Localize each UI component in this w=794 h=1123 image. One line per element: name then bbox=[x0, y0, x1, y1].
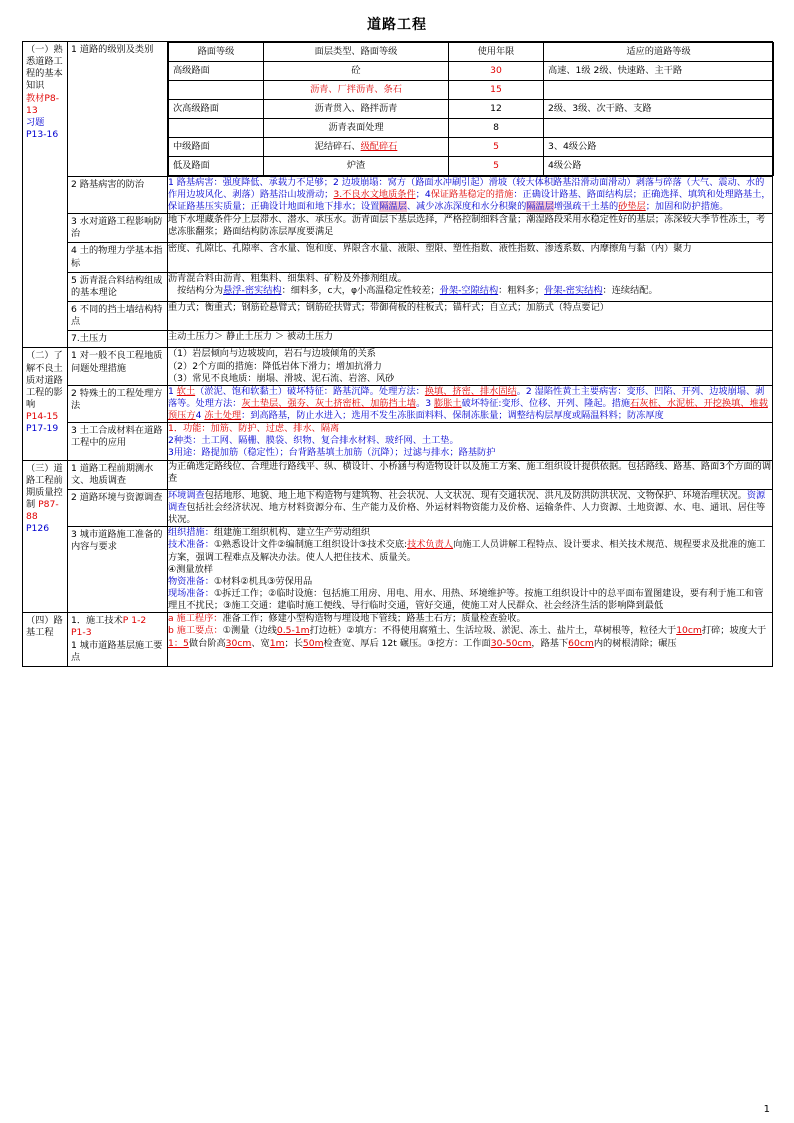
value-step-width: 1m bbox=[269, 637, 285, 649]
table-row bbox=[169, 118, 774, 137]
text-kp-1: ①测量（边线 bbox=[222, 625, 277, 637]
text-line-2: 按结构分为悬浮-密实结构：细料多，c大，φ小高温稳定性较差；骨架-空隙结构：粗料多；骨架-密实结构：连续结配。 bbox=[168, 284, 658, 296]
cell-type: 沥青贯入、路拌沥青 bbox=[264, 99, 449, 118]
row-title: 3 土工合成材料在道路工程中的应用 bbox=[68, 423, 168, 460]
cell-years: 12 bbox=[449, 99, 544, 118]
table-row bbox=[169, 80, 774, 99]
cell-years: 5 bbox=[449, 137, 544, 156]
text-kp-7: 检查宽、厚后 12t 碾压。③挖方：工作面 bbox=[323, 637, 491, 649]
row-title: 3 水对道路工程影响防治 bbox=[68, 214, 168, 243]
table-row bbox=[23, 385, 773, 422]
row-title: 7.土压力 bbox=[68, 331, 168, 348]
cell-grade bbox=[169, 80, 264, 99]
cell-grade: 次高级路面 bbox=[169, 99, 264, 118]
row-ref-2: P1-3 bbox=[71, 627, 92, 639]
method-3: 石灰桩、水泥桩、开挖换填、堆载预压方 bbox=[168, 397, 768, 422]
text-2: ；4 bbox=[415, 188, 431, 200]
value-size: 10cm bbox=[676, 625, 702, 637]
label-tech: 技术准备： bbox=[168, 539, 214, 551]
text-line-2: （2）2个方面的措施：降低岩体下滑力；增加抗滑力 bbox=[168, 360, 382, 372]
table-row bbox=[169, 137, 774, 156]
text-tech-b: 向施工人员讲解工程特点、设计要求、相关技术规范、规程要求及批准的施工方案，强调工程难点及解决办法。使人人把住技术、质量关。 bbox=[168, 539, 766, 563]
cell-grade: 中级路面 bbox=[169, 137, 264, 156]
section-label: （三）道路工程前期质量控制 P87-88 bbox=[26, 462, 63, 523]
road-grade-table bbox=[168, 42, 774, 176]
text-4: 包括社会经济状况、地方材料资源分布、生产能力及价格、外运材料物资能力及价格、运输条件、人力资源、土地资源、水、电、通讯、居住等状况。 bbox=[168, 502, 766, 526]
cell-apply: 高速、1级 2级、快速路、主干路 bbox=[544, 61, 774, 80]
row-title: 6 不同的挡土墙结构特点 bbox=[68, 301, 168, 330]
text-1: 1 路基病害：强度降低、承载力不足够；2 边坡崩塌：窝方（路面水冲刷引起）滑坡（较大体积路基沿滑动面滑动）剥落与碎落（大气、震动、水的作用边坡风化、剥落）路基沿山坡滑动； bbox=[168, 176, 765, 200]
table-row bbox=[23, 527, 773, 613]
section-ref-2: 习题P13-16 bbox=[26, 116, 59, 140]
cell-years: 15 bbox=[449, 80, 544, 99]
method-1: 换填、挤密、排水固结 bbox=[424, 385, 517, 397]
row-title: 2 特殊土的工程处理方法 bbox=[68, 385, 168, 422]
section-label: （四）路基工程 bbox=[26, 615, 63, 639]
col-header-grade: 路面等级 bbox=[169, 43, 264, 62]
col-header-type: 面层类型、路面等级 bbox=[264, 43, 449, 62]
row-content: 为正确选定路线位、合理进行路线平、纵、横设计、小桥涵与构造物设计以及施工方案、施工组织设计提供依据。包括路线、路基、路面3个方面的调查 bbox=[168, 460, 773, 489]
section-label-cell bbox=[23, 42, 68, 348]
term-3: 骨架-密实结构 bbox=[544, 284, 603, 296]
value-edge-offset: 0.5-1m bbox=[276, 625, 310, 637]
text-kp-9: 内的树根清除；碾压 bbox=[593, 637, 677, 649]
text-6: 4 bbox=[195, 410, 205, 422]
text-line-1: 1．功能：加筋、防护、过虑、排水、隔离 bbox=[168, 423, 340, 435]
text-site: ①拆迁工作；②临时设施：包括施工用房、用电、用水、用热、环境维护等。按施工组织设计中的总平面布置图建设，要有利于施工和管理且不扰民；③施工交通：建临时施工便线、导行临时交通，管好交通，使施工对人民群众、社会经济生活的影响降到最低 bbox=[168, 588, 764, 612]
section-ref-1: P87-88 bbox=[26, 499, 59, 523]
row-ref-1: P 1-2 bbox=[122, 615, 147, 627]
section-label: （一）熟悉道路工程的基本知识 bbox=[26, 44, 63, 92]
section-ref-2: P126 bbox=[26, 523, 50, 535]
row-title: 3 城市道路施工准备的内容与要求 bbox=[68, 527, 168, 613]
table-row bbox=[23, 214, 773, 243]
text-tech-a: ①熟悉设计文件②编制施工组织设计③技术交底: bbox=[213, 539, 408, 551]
text-line-1: 沥青混合料由沥青、粗集料、细集料、矿粉及外掺剂组成。 bbox=[168, 272, 407, 284]
text-tech-highlight: 技术负责人 bbox=[407, 539, 454, 551]
row-title bbox=[68, 613, 168, 667]
value-slope: 1：5 bbox=[168, 637, 189, 649]
table-row bbox=[23, 613, 773, 667]
table-row bbox=[23, 176, 773, 213]
text-line-1 bbox=[168, 613, 772, 625]
cell-apply: 3、4级公路 bbox=[544, 137, 774, 156]
table-row bbox=[23, 348, 773, 385]
cell-grade: 低及路面 bbox=[169, 156, 264, 175]
text-material: ①材料②机具③劳保用品 bbox=[213, 575, 313, 587]
cell-years: 30 bbox=[449, 61, 544, 80]
cell-type: 炉渣 bbox=[264, 156, 449, 175]
text-6: ；加固和防护措施。 bbox=[645, 200, 729, 212]
text-3: 资源调查 bbox=[168, 489, 766, 514]
row-content: 地下水埋藏条件分上层滞水、潜水、承压水。沥青面层下基层选择，严格控制细料含量；潮湿路段采用水稳定性好的基层；冻深较大季节性冻土，考虑冻胀翻浆；路面结构防冻层厚度要满足 bbox=[168, 214, 773, 243]
table-row bbox=[23, 489, 773, 526]
text-3: 。2 湿陷性黄土主要病害：变形、凹陷、开列、边坡崩塌、剥落等。处理方法： bbox=[168, 385, 765, 409]
col-header-years: 使用年限 bbox=[449, 43, 544, 62]
table-row bbox=[23, 243, 773, 272]
table-header-row bbox=[169, 43, 774, 62]
row-content: 主动土压力＞ 静止土压力 ＞ 被动土压力 bbox=[168, 331, 773, 348]
term-softsoil: 软土 bbox=[176, 385, 196, 397]
row-content bbox=[168, 423, 773, 460]
cell-type-highlight: 级配碎石 bbox=[360, 140, 398, 152]
cell-years: 5 bbox=[449, 156, 544, 175]
label-site: 现场准备： bbox=[168, 588, 214, 600]
section-ref-2: P17-19 bbox=[26, 423, 59, 435]
label-org: 组织措施： bbox=[168, 527, 214, 539]
value-workface: 30-50cm bbox=[490, 637, 532, 649]
section-label: （二）了解不良土质对道路工程的影响 bbox=[26, 350, 63, 410]
section-label-cell bbox=[23, 348, 68, 460]
row-content: 密度、孔隙比、孔隙率、含水量、饱和度、界限含水量、液限、塑限、塑性指数、液性指数、渗透系数、内摩擦角与黏（内）聚力 bbox=[168, 243, 773, 272]
cell-grade bbox=[169, 118, 264, 137]
section-label-cell bbox=[23, 460, 68, 613]
value-step-height: 30cm bbox=[225, 637, 252, 649]
term-2: 骨架-空隙结构 bbox=[439, 284, 499, 296]
table-row bbox=[169, 156, 774, 175]
value-length: 50m bbox=[302, 637, 324, 649]
row-content bbox=[168, 385, 773, 422]
text-line-1 bbox=[168, 527, 772, 539]
text-line-5 bbox=[168, 588, 772, 612]
section-ref-1: P14-15 bbox=[26, 411, 59, 423]
table-row bbox=[23, 301, 773, 330]
cell-apply: 4级公路 bbox=[544, 156, 774, 175]
table-row bbox=[23, 423, 773, 460]
cell-type: 沥青表面处理 bbox=[264, 118, 449, 137]
cell-apply bbox=[544, 118, 774, 137]
section-ref-1: 教材P8-13 bbox=[26, 92, 60, 116]
text-line-3: 3用途：路提加筋（稳定性）；台背路基填土加筋（沉降）；过滤与排水；路基防护 bbox=[168, 447, 496, 459]
table-row bbox=[23, 272, 773, 301]
text-highlight-3: 隔温层 bbox=[379, 200, 407, 212]
row-title: 1 对一般不良工程地质问题处理措施 bbox=[68, 348, 168, 385]
row-title: 4 土的物理力学基本指标 bbox=[68, 243, 168, 272]
text-kp-3: 打碎；坡度大于 bbox=[701, 625, 767, 637]
text-1: 环境调查 bbox=[168, 489, 205, 501]
text-kp-4: 做台阶高 bbox=[188, 637, 226, 649]
text-line-1: （1）岩层倾向与边坡坡向，岩石与边坡倾角的关系 bbox=[168, 348, 376, 360]
col-header-apply: 适应的道路等级 bbox=[544, 43, 774, 62]
term-frozen: 冻土处理 bbox=[204, 410, 242, 422]
text-kp-5: 、宽 bbox=[251, 637, 270, 649]
text-line-2 bbox=[168, 625, 772, 649]
cell-apply: 2级、3级、次干路、支路 bbox=[544, 99, 774, 118]
label-procedure: a 施工程序： bbox=[168, 613, 223, 625]
text-line-4 bbox=[168, 576, 772, 588]
row-subtitle: 1 城市道路基层施工要点 bbox=[71, 639, 163, 663]
text-5: 破坏特征:变形、位移、开列、隆起。措施 bbox=[461, 397, 631, 409]
text-org: 组建施工组织机构、建立生产劳动组织 bbox=[213, 527, 371, 539]
page-number: 1 bbox=[763, 1104, 770, 1115]
table-row bbox=[23, 331, 773, 348]
row-content: 重力式；衡重式；钢筋砼悬臂式；钢筋砼扶臂式；带御荷板的柱板式；锚杆式；自立式；加筋式（特点要记） bbox=[168, 301, 773, 330]
page-title: 道路工程 bbox=[367, 17, 427, 33]
text-highlight-5: 砂垫层 bbox=[618, 200, 646, 212]
text-4: 、减少冰冻深度和水分积聚的 bbox=[406, 200, 527, 212]
text-kp-2: 打边桩）②填方：不得使用腐殖土、生活垃圾、淤泥、冻土、盐片土，草树根等，粒径大于 bbox=[309, 625, 677, 637]
row-content bbox=[168, 176, 773, 213]
text-highlight-2: 保证路基稳定的措施 bbox=[430, 188, 514, 200]
text-line-3: （3）常见不良地质：崩塌、滑坡、泥石流、岩溶、风砂 bbox=[168, 372, 395, 384]
row-content bbox=[168, 527, 773, 613]
row-title: 1 道路工程前期测水文、地质调查 bbox=[68, 460, 168, 489]
content-table bbox=[22, 41, 773, 667]
value-depth: 60cm bbox=[568, 637, 594, 649]
cell-grade: 高级路面 bbox=[169, 61, 264, 80]
label-material: 物资准备： bbox=[168, 575, 214, 587]
label-keypoints: b 施工要点： bbox=[168, 625, 223, 637]
table-row bbox=[23, 460, 773, 489]
row-content bbox=[168, 348, 773, 385]
table-row bbox=[23, 42, 773, 177]
row-title: 1 道路的级别及类别 bbox=[68, 42, 168, 177]
text-procedure: 准备工作；修建小型构造物与埋设地下管线；路基土石方；质量检查验收。 bbox=[222, 613, 526, 625]
text-line-2: 2种类：土工网、隔栅、膜袋、织物、复合排水材料、玻纤网、土工垫。 bbox=[168, 435, 459, 447]
cell-type: 泥结碎石、级配碎石 bbox=[264, 137, 449, 156]
text-highlight-1: 3.不良水文地质条件 bbox=[333, 188, 416, 200]
row-content bbox=[168, 613, 773, 667]
method-2: 灰土垫层、强夯、灰土挤密桩、加筋挡土墙 bbox=[241, 397, 417, 409]
row-title: 2 路基病害的防治 bbox=[68, 176, 168, 213]
term-1: 悬浮-密实结构 bbox=[223, 284, 282, 296]
section-label-cell bbox=[23, 613, 68, 667]
table-row bbox=[169, 99, 774, 118]
text-line-2 bbox=[168, 539, 772, 563]
text-line-3: ④测量放样 bbox=[168, 563, 213, 575]
row-title: 5 沥青混合料结构组成的基本理论 bbox=[68, 272, 168, 301]
row-content bbox=[168, 489, 773, 526]
table-row bbox=[169, 61, 774, 80]
cell-type: 沥青、厂拌沥青、条石 bbox=[264, 80, 449, 99]
row-title: 2 道路环境与资源调查 bbox=[68, 489, 168, 526]
text-3: ：正确设计路基、路面结构层；正确选择、填筑和处理路基土，保证路基压实质量；正确设计地面和地下排水；设置 bbox=[168, 188, 771, 212]
text-2: 包括地形、地貌、地上地下构造物与建筑物、社会状况、人文状况、现有交通状况、洪凡及防洪防洪状况、文物保护、环境治理状况。 bbox=[204, 489, 747, 501]
row-content bbox=[168, 42, 773, 177]
text-highlight-4: 隔温层 bbox=[526, 200, 554, 212]
text-kp-6: ；长 bbox=[284, 637, 303, 649]
row-title-text: 1．施工技术P 1-2 bbox=[71, 615, 147, 627]
text-7: ：到高路基，防止水进入；选用不发生冻胀面料料、保制冻胀量；调整结构层厚度或隔温料料；防冻厚度 bbox=[241, 410, 664, 422]
cell-apply bbox=[544, 80, 774, 99]
text-2: （淤泥、饱和软黏土）破坏特征：路基沉降。处理方法： bbox=[195, 385, 425, 397]
text-5: 增强疏干土基的 bbox=[553, 200, 619, 212]
text-kp-8: ，路基下 bbox=[531, 637, 569, 649]
cell-years: 8 bbox=[449, 118, 544, 137]
term-expansive: 膨胀土 bbox=[434, 397, 462, 409]
text-4: 。3 bbox=[416, 397, 435, 409]
row-content bbox=[168, 272, 773, 301]
cell-type: 砼 bbox=[264, 61, 449, 80]
text-1: 1 bbox=[168, 385, 177, 397]
